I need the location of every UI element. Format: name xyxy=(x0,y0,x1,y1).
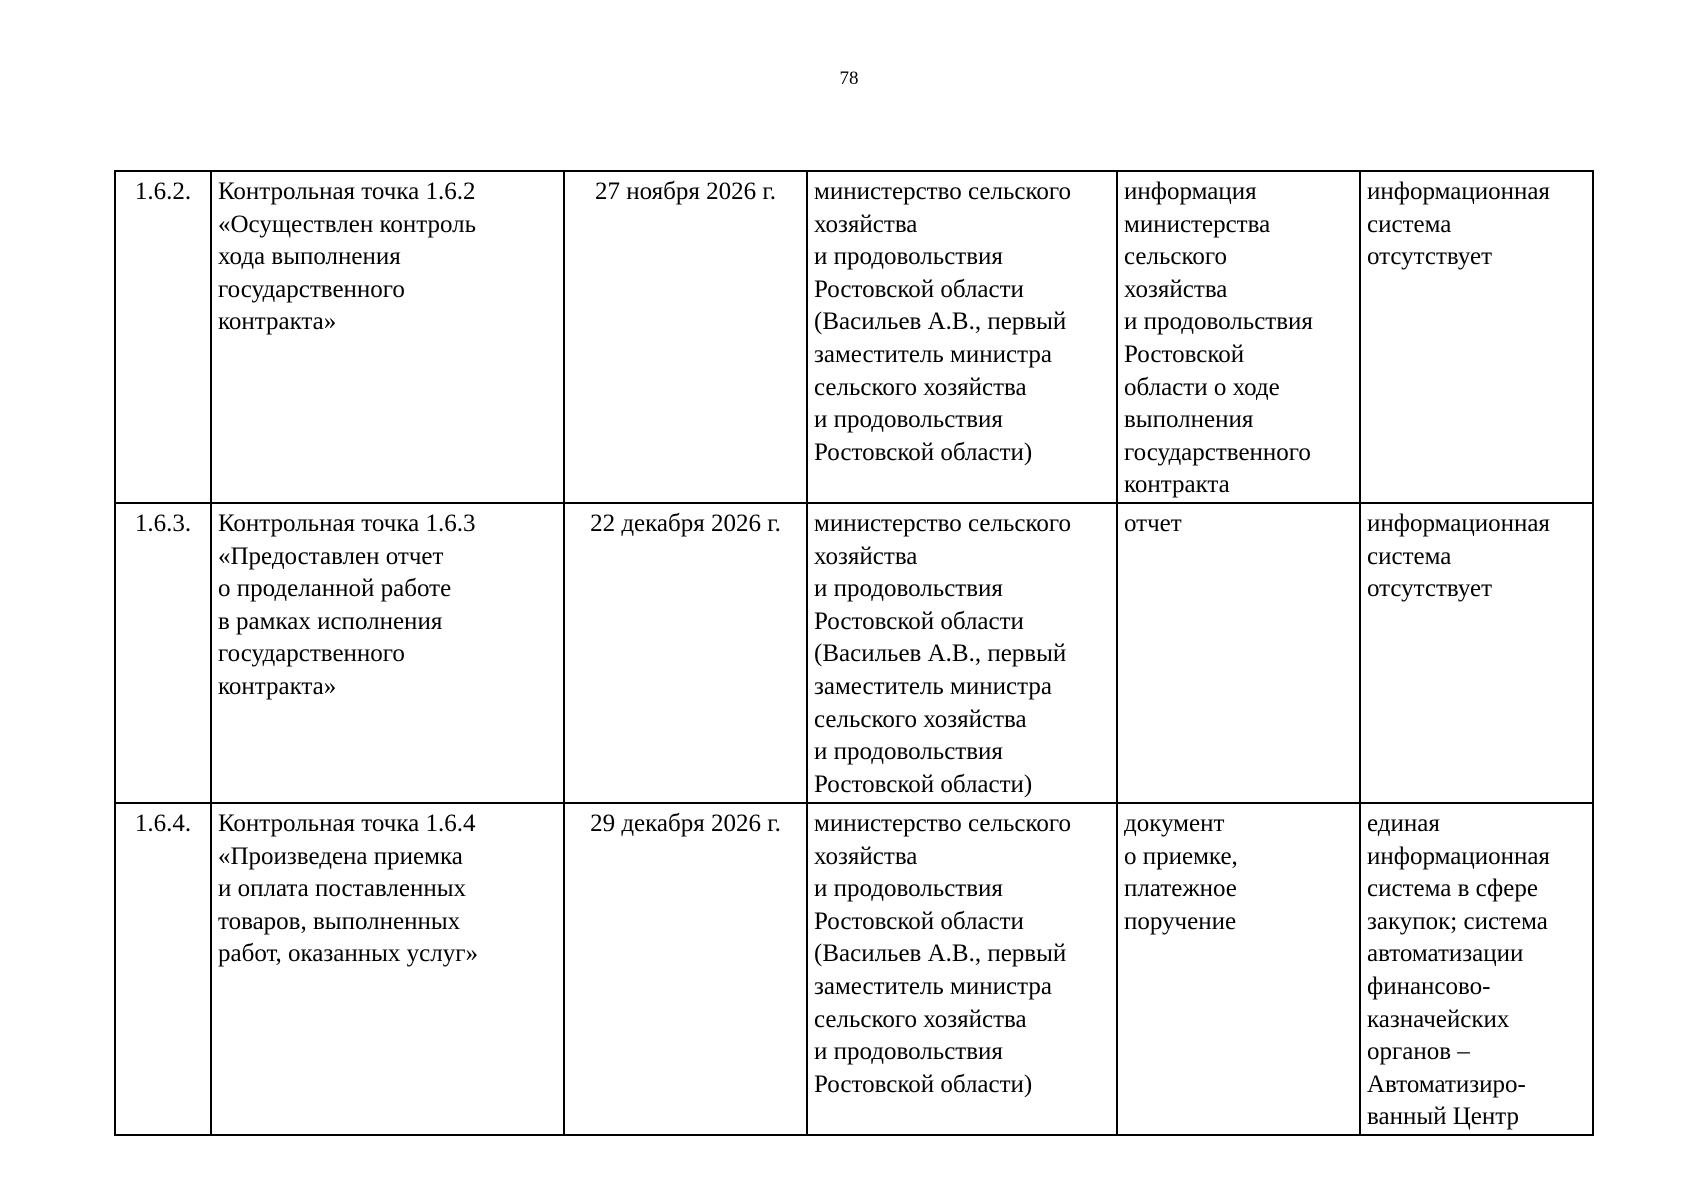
cell-text-line: министерства xyxy=(1124,210,1271,238)
cell-text-line: контракта» xyxy=(218,308,337,336)
cell-text-line: контракта xyxy=(1124,471,1230,499)
cell-text-line: (Васильев А.В., первый xyxy=(814,940,1067,968)
cell-text-line: информационная xyxy=(1367,178,1550,205)
cell-text-line: и продовольствия xyxy=(814,1038,1003,1066)
cell-text-line: сельского хозяйства xyxy=(814,1005,1027,1033)
cell-text-line: система xyxy=(1367,210,1452,238)
cell-text-line: хозяйства xyxy=(814,210,918,238)
table-row xyxy=(115,503,1593,803)
cell-text-line: государственного xyxy=(218,275,405,303)
page-number: 78 xyxy=(839,68,859,89)
cell-text-line: хозяйства xyxy=(814,542,918,570)
cell-control-point xyxy=(211,503,564,803)
cell-text-line: информация xyxy=(1124,178,1257,205)
cell-text-line: заместитель министра xyxy=(814,972,1052,1000)
cell-number: 1.6.2. xyxy=(115,171,211,503)
cell-text-line: единая xyxy=(1367,809,1440,837)
cell-text-line: сельского хозяйства xyxy=(814,373,1027,401)
cell-text-line: сельского xyxy=(1124,243,1227,271)
cell-text-line: и продовольствия xyxy=(1124,308,1313,336)
cell-text-line: Ростовской области) xyxy=(814,438,1033,466)
cell-date: 22 декабря 2026 г. xyxy=(564,503,807,803)
cell-text-line: товаров, выполненных xyxy=(218,907,461,935)
cell-text-line: Ростовской области) xyxy=(814,770,1033,798)
cell-text-line: работ, оказанных услуг» xyxy=(218,940,478,968)
cell-text-line: казначейских xyxy=(1367,1005,1510,1033)
cell-information-system xyxy=(1360,803,1593,1135)
cell-text-line: Ростовской области xyxy=(814,275,1024,303)
cell-text-line: и продовольствия xyxy=(814,738,1003,766)
cell-text-line: министерство сельского xyxy=(814,809,1071,837)
cell-text-line: Ростовской области) xyxy=(814,1070,1033,1098)
cell-text-line: отсутствует xyxy=(1367,575,1493,603)
cell-text-line: заместитель министра xyxy=(814,672,1052,700)
cell-text-line: в рамках исполнения xyxy=(218,607,443,635)
cell-text-line: финансово- xyxy=(1367,972,1491,1000)
cell-text-line: Ростовской xyxy=(1124,340,1245,368)
cell-text-line: «Произведена приемка xyxy=(218,842,463,870)
cell-text-line: министерство сельского xyxy=(814,178,1071,205)
cell-text-line: государственного xyxy=(1124,438,1311,466)
cell-text-line: о проделанной работе xyxy=(218,575,452,603)
cell-text-line: и оплата поставленных xyxy=(218,875,467,903)
cell-text-line: Автоматизиро- xyxy=(1367,1070,1526,1098)
cell-text-line: автоматизации xyxy=(1367,940,1524,968)
table-row xyxy=(115,171,1593,503)
cell-text-line: и продовольствия xyxy=(814,406,1003,434)
cell-text-line: Контрольная точка 1.6.3 xyxy=(218,509,476,537)
cell-control-point xyxy=(211,171,564,503)
cell-document xyxy=(1117,171,1360,503)
cell-text-line: хода выполнения xyxy=(218,243,401,271)
cell-text-line: поручение xyxy=(1124,907,1237,935)
cell-text-line: выполнения xyxy=(1124,406,1254,434)
cell-text-line: государственного xyxy=(218,640,405,668)
cell-text-line: отсутствует xyxy=(1367,243,1493,271)
cell-text-line: и продовольствия xyxy=(814,875,1003,903)
cell-date: 29 декабря 2026 г. xyxy=(564,803,807,1135)
cell-information-system xyxy=(1360,171,1593,503)
cell-text-line: закупок; система xyxy=(1367,907,1548,935)
control-points-table xyxy=(114,170,1594,1136)
cell-control-point xyxy=(211,803,564,1135)
cell-text-line: система xyxy=(1367,542,1452,570)
cell-text-line: органов – xyxy=(1367,1038,1470,1066)
cell-date: 27 ноября 2026 г. xyxy=(564,171,807,503)
cell-responsible xyxy=(807,803,1117,1135)
cell-text-line: хозяйства xyxy=(814,842,918,870)
cell-text-line: документ xyxy=(1124,809,1225,837)
cell-responsible xyxy=(807,503,1117,803)
cell-text-line: Контрольная точка 1.6.2 xyxy=(218,178,476,205)
cell-text-line: хозяйства xyxy=(1124,275,1228,303)
cell-text-line: Ростовской области xyxy=(814,607,1024,635)
cell-information-system xyxy=(1360,503,1593,803)
cell-number: 1.6.4. xyxy=(115,803,211,1135)
cell-text-line: Ростовской области xyxy=(814,907,1024,935)
cell-text-line: заместитель министра xyxy=(814,340,1052,368)
cell-text-line: о приемке, xyxy=(1124,842,1238,870)
cell-text-line: информационная xyxy=(1367,509,1550,537)
cell-text-line: информационная xyxy=(1367,842,1550,870)
cell-text-line: области о ходе xyxy=(1124,373,1280,401)
table-row xyxy=(115,803,1593,1135)
cell-text-line: министерство сельского xyxy=(814,509,1071,537)
cell-text-line: контракта» xyxy=(218,672,337,700)
cell-document xyxy=(1117,503,1360,803)
cell-text-line: платежное xyxy=(1124,875,1237,903)
cell-text-line: «Осуществлен контроль xyxy=(218,210,477,238)
cell-text-line: ванный Центр xyxy=(1367,1103,1520,1131)
cell-text-line: (Васильев А.В., первый xyxy=(814,308,1067,336)
cell-text-line: «Предоставлен отчет xyxy=(218,542,444,570)
cell-text-line: и продовольствия xyxy=(814,243,1003,271)
cell-text-line: Контрольная точка 1.6.4 xyxy=(218,809,476,837)
cell-text-line: отчет xyxy=(1124,509,1182,537)
cell-text-line: и продовольствия xyxy=(814,575,1003,603)
cell-document xyxy=(1117,803,1360,1135)
cell-text-line: сельского хозяйства xyxy=(814,705,1027,733)
cell-text-line: (Васильев А.В., первый xyxy=(814,640,1067,668)
cell-text-line: система в сфере xyxy=(1367,875,1538,903)
cell-responsible xyxy=(807,171,1117,503)
cell-number: 1.6.3. xyxy=(115,503,211,803)
